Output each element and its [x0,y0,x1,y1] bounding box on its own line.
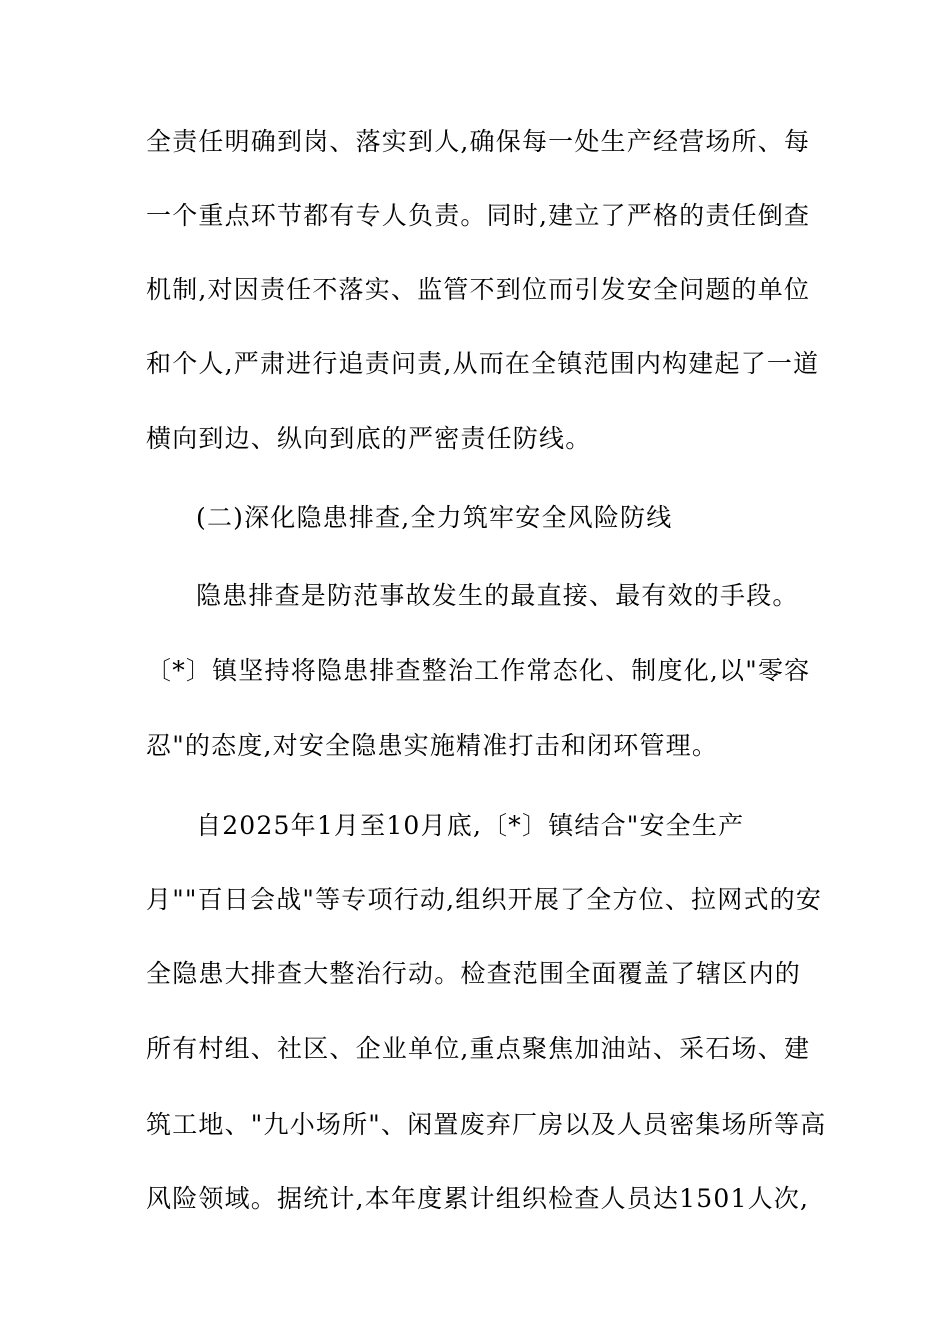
body-text-line: 一个重点环节都有专人负责。同时,建立了严格的责任倒查 [146,201,811,230]
body-text-line: 机制,对因责任不落实、监管不到位而引发安全问题的单位 [146,275,811,304]
body-text-line: 忍"的态度,对安全隐患实施精准打击和闭环管理。 [146,731,719,760]
body-text-line: 隐患排查是防范事故发生的最直接、最有效的手段。 [196,581,799,610]
body-text-line: 月""百日会战"等专项行动,组织开展了全方位、拉网式的安 [146,885,823,914]
body-text-line: 全责任明确到岗、落实到人,确保每一处生产经营场所、每 [146,127,811,156]
body-text-line: 全隐患大排查大整治行动。检查范围全面覆盖了辖区内的 [146,959,802,988]
body-text-line: 横向到边、纵向到底的严密责任防线。 [146,424,592,453]
body-text-line: 和个人,严肃进行追责问责,从而在全镇范围内构建起了一道 [146,349,820,378]
body-text-line: 风险领域。据统计,本年度累计组织检查人员达1501人次, [146,1184,810,1213]
body-text-line: 〔*〕镇坚持将隐患排查整治工作常态化、制度化,以"零容 [146,656,811,685]
body-text-line: 自2025年1月至10月底,〔*〕镇结合"安全生产 [196,811,745,840]
body-text-line: 筑工地、"九小场所"、闲置废弃厂房以及人员密集场所等高 [146,1110,827,1139]
section-heading: (二)深化隐患排查,全力筑牢安全风险防线 [196,503,673,532]
body-text-line: 所有村组、社区、企业单位,重点聚焦加油站、采石场、建 [146,1034,811,1063]
